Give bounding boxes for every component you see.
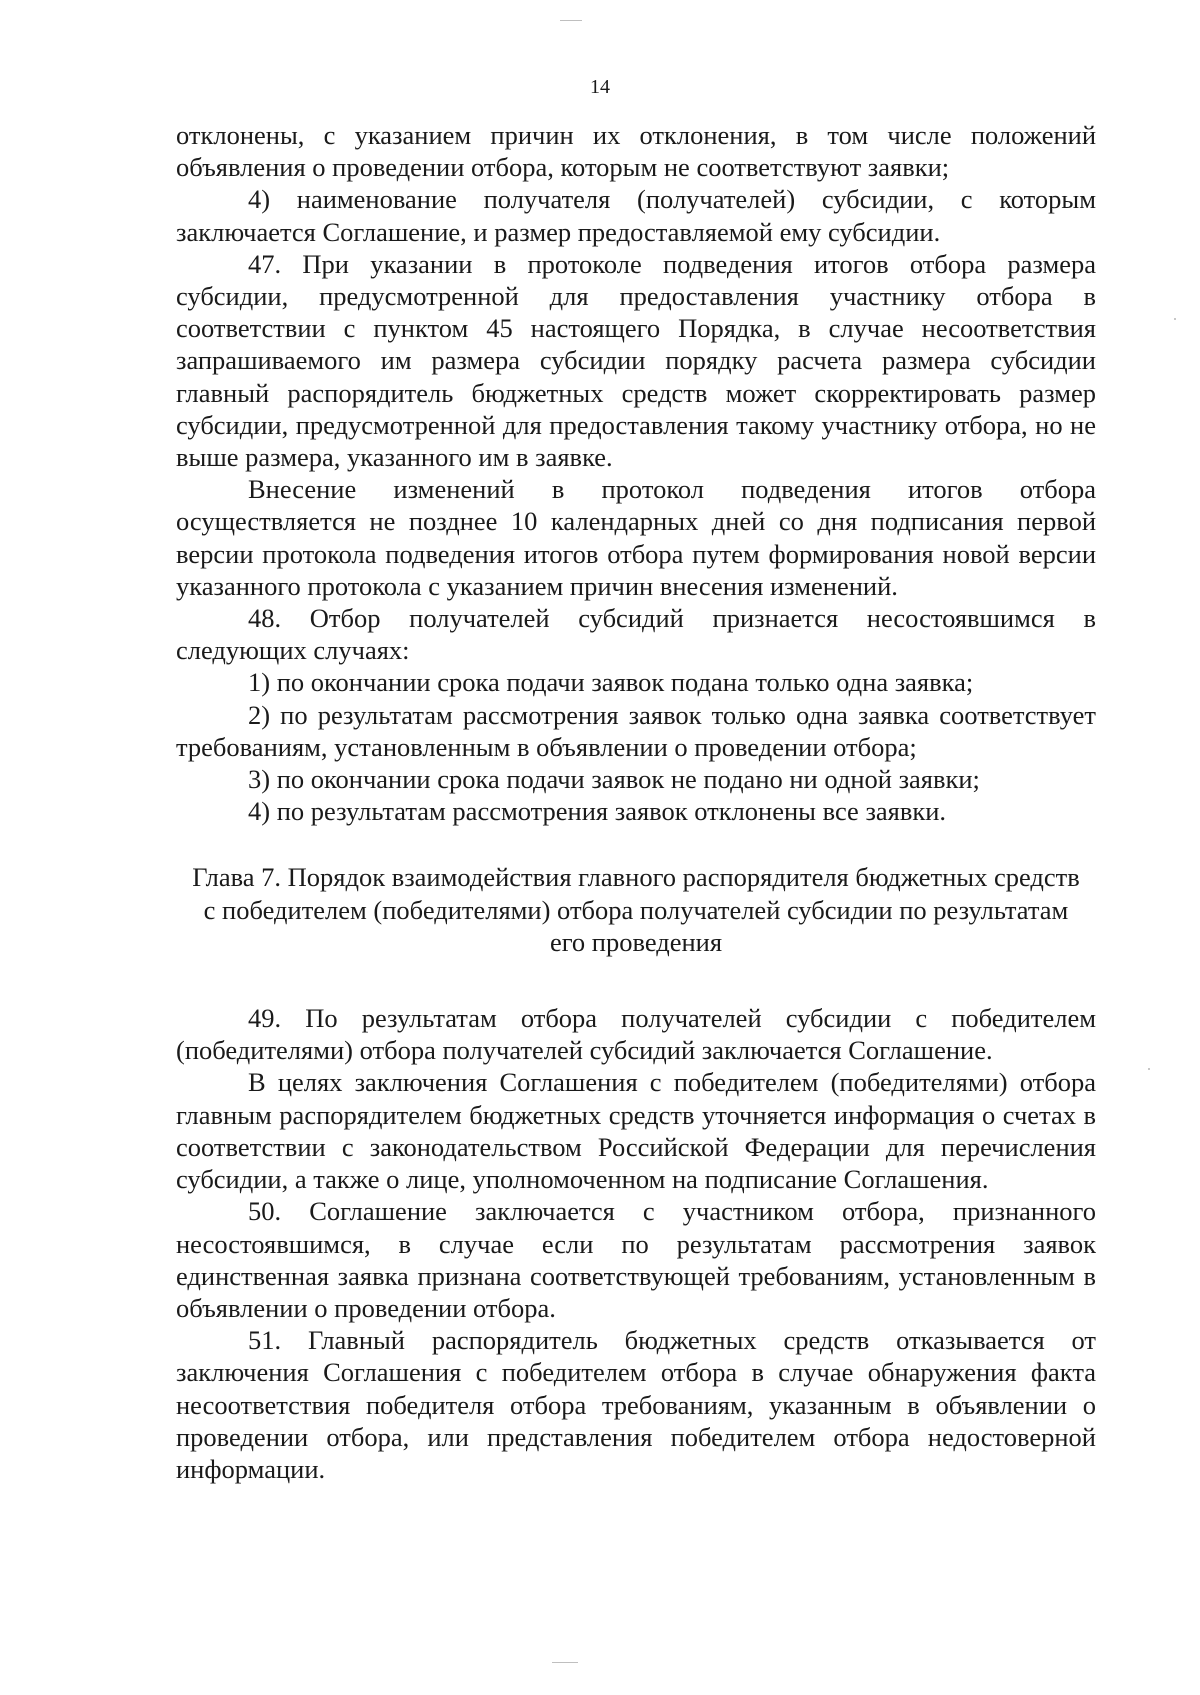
paragraph-continuation: отклонены, с указанием причин их отклонения, в том числе положений объявления о проведении отбора, которым не соответствуют заявки; (176, 120, 1096, 183)
case-item-3: 3) по окончании срока подачи заявок не подано ни одной заявки; (248, 764, 980, 795)
paragraph-49: 49. По результатам отбора получателей субсидии с победителем (победителями) отбора получателей субсидий заключается Соглашение. (176, 1003, 1096, 1066)
case-item-2: 2) по результатам рассмотрения заявок только одна заявка соответствует требованиям, установленным в объявлении о проведении отбора; (176, 699, 1096, 762)
page-number: 14 (590, 76, 610, 98)
paragraph-48: 48. Отбор получателей субсидий признается несостоявшимся в следующих случаях: (176, 603, 1096, 666)
paragraph-protocol-changes: Внесение изменений в протокол подведения итогов отбора осуществляется не позднее 10 календарных дней со дня подписания первой версии протокола подведения итогов отбора путем формирования новой версии указанного протокола с указанием причин внесения изменений. (176, 474, 1096, 601)
paragraph-47: 47. При указании в протоколе подведения итогов отбора размера субсидии, предусмотренной для предоставления участнику отбора в соответствии с пунктом 45 настоящего Порядка, в случае несоответствия запрашиваемого им размера субсидии порядку расчета размера субсидии главный распорядитель бюджетных средств может скорректировать размер субсидии, предусмотренной для предоставления такому участнику отбора, но не выше размера, указанного им в заявке. (176, 248, 1096, 473)
paragraph-50: 50. Соглашение заключается с участником отбора, признанного несостоявшимся, в случае если по результатам рассмотрения заявок единственная заявка признана соответствующей требованиям, установленным в объявлении о проведении отбора. (176, 1196, 1096, 1323)
case-item-1: 1) по окончании срока подачи заявок подана только одна заявка; (248, 667, 974, 698)
scan-dot (1148, 1068, 1150, 1070)
document-body (176, 119, 1096, 1485)
paragraph-account-info: В целях заключения Соглашения с победителем (победителями) отбора главным распорядителем бюджетных средств уточняется информация о счетах в соответствии с законодательством Российской Федерации для перечисления субсидии, а также о лице, уполномоченном на подписание Соглашения. (176, 1067, 1096, 1195)
paragraph-51: 51. Главный распорядитель бюджетных средств отказывается от заключения Соглашения с победителем отбора в случае обнаружения факта несоответствия победителя отбора требованиям, указанным в объявлении о проведении отбора, или представления победителем отбора недостоверной информации. (176, 1325, 1096, 1484)
scan-dot (1174, 318, 1176, 320)
case-item-4: 4) по результатам рассмотрения заявок отклонены все заявки. (248, 796, 947, 827)
chapter-title: Глава 7. Порядок взаимодействия главного распорядителя бюджетных средств с победителем (победителями) отбора получателей субсидии по результатам его проведения (192, 862, 1080, 957)
scan-mark-top (560, 20, 582, 21)
scan-mark-bottom (552, 1662, 578, 1663)
list-item-4: 4) наименование получателя (получателей) субсидии, с которым заключается Соглашение, и размер предоставляемой ему субсидии. (176, 184, 1096, 247)
